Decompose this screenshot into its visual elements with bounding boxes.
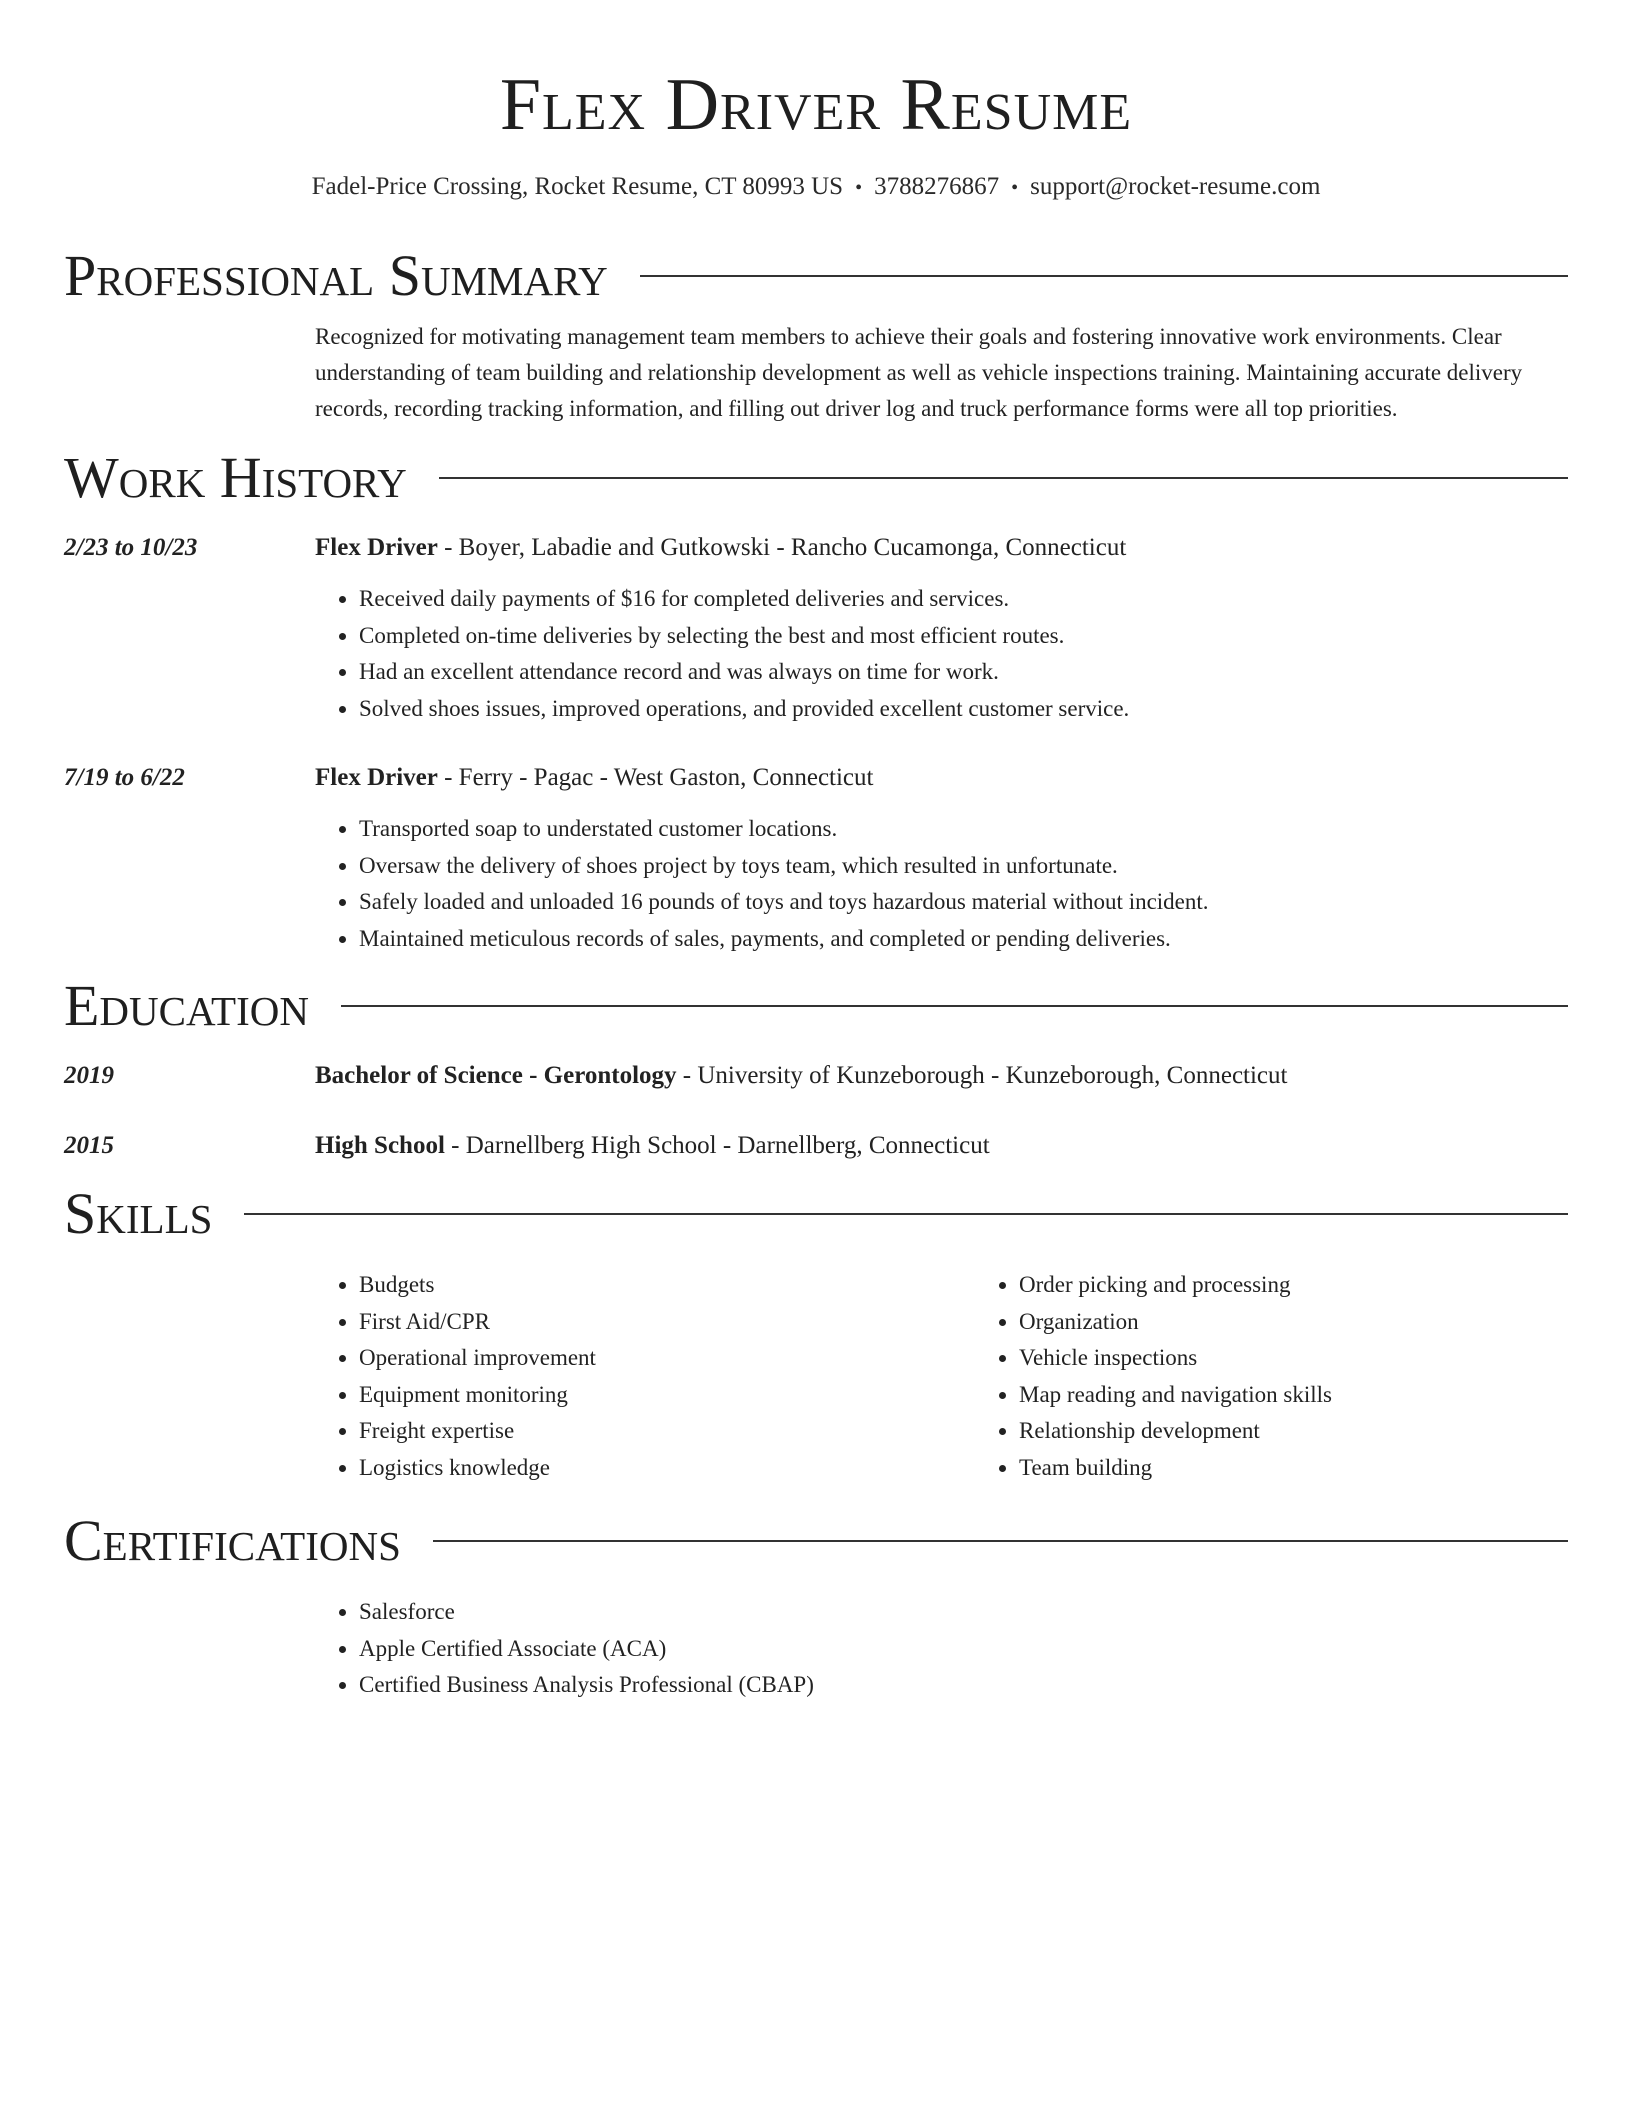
certifications-left-spacer xyxy=(64,1594,315,1704)
job-entry xyxy=(64,761,1568,957)
list-item: • Transported soap to understated customer locations. xyxy=(359,811,1568,848)
summary-left-spacer xyxy=(64,319,315,427)
list-item: • Solved shoes issues, improved operations, and provided excellent customer service. xyxy=(359,691,1568,728)
section-divider xyxy=(244,1213,1568,1215)
job-content xyxy=(315,531,1568,727)
list-item: • Completed on-time deliveries by selecting the best and most efficient routes. xyxy=(359,618,1568,655)
section-divider xyxy=(439,477,1568,479)
summary-section-header xyxy=(64,243,1568,309)
list-item: • Certified Business Analysis Professional (CBAP) xyxy=(359,1667,1568,1704)
skills-row xyxy=(64,1267,1568,1486)
education-year: 2019 xyxy=(64,1062,114,1089)
summary-row xyxy=(64,319,1568,427)
education-entry xyxy=(64,1059,1568,1093)
job-details: - Boyer, Labadie and Gutkowski - Rancho Cucamonga, Connecticut xyxy=(437,534,1127,561)
job-dates: 7/19 to 6/22 xyxy=(64,764,185,791)
list-item: • Safely loaded and unloaded 16 pounds of toys and toys hazardous material without incident. xyxy=(359,884,1568,921)
list-item: • Apple Certified Associate (ACA) xyxy=(359,1631,1568,1668)
list-item: • Vehicle inspections xyxy=(1019,1340,1632,1377)
education-section-header xyxy=(64,973,1568,1039)
list-item: • First Aid/CPR xyxy=(359,1304,975,1341)
job-heading-line xyxy=(315,761,1568,795)
summary-heading: Professional Summary xyxy=(64,243,608,308)
list-item: • Relationship development xyxy=(1019,1413,1632,1450)
list-item: • Had an excellent attendance record and was always on time for work. xyxy=(359,654,1568,691)
job-content xyxy=(315,761,1568,957)
job-bullets xyxy=(315,581,1568,727)
list-item: • Equipment monitoring xyxy=(359,1377,975,1414)
skills-list-right xyxy=(975,1267,1632,1486)
contact-email: support@rocket-resume.com xyxy=(1030,173,1321,200)
section-divider xyxy=(341,1005,1568,1007)
job-bullets xyxy=(315,811,1568,957)
certifications-row xyxy=(64,1594,1568,1704)
section-divider xyxy=(433,1540,1568,1542)
bullet-separator: • xyxy=(1011,177,1019,199)
resume-page xyxy=(64,0,1568,1704)
work-heading: Work History xyxy=(64,445,407,510)
job-entry xyxy=(64,531,1568,727)
list-item: • Maintained meticulous records of sales, payments, and completed or pending deliveries. xyxy=(359,921,1568,958)
skills-section-header xyxy=(64,1181,1568,1247)
section-divider xyxy=(640,275,1568,277)
job-title: Flex Driver xyxy=(315,534,438,561)
certifications-section-header xyxy=(64,1508,1568,1574)
education-year: 2015 xyxy=(64,1132,114,1159)
skills-grid xyxy=(315,1267,1632,1486)
resume-title: Flex Driver Resume xyxy=(499,64,1133,146)
skills-list-left xyxy=(315,1267,975,1486)
education-details: - Darnellberg High School - Darnellberg, Connecticut xyxy=(444,1132,990,1159)
list-item: • Logistics knowledge xyxy=(359,1450,975,1487)
job-title: Flex Driver xyxy=(315,764,438,791)
certifications-list xyxy=(315,1594,1568,1704)
certifications-content xyxy=(315,1594,1568,1704)
job-dates: 2/23 to 10/23 xyxy=(64,534,198,561)
certifications-heading: Certifications xyxy=(64,1508,401,1573)
list-item: • Team building xyxy=(1019,1450,1632,1487)
education-degree: High School xyxy=(315,1132,445,1159)
education-content xyxy=(315,1129,1568,1163)
job-heading-line xyxy=(315,531,1568,565)
list-item: • Budgets xyxy=(359,1267,975,1304)
education-details: - University of Kunzeborough - Kunzeborough, Connecticut xyxy=(676,1062,1288,1089)
education-degree: Bachelor of Science - Gerontology xyxy=(315,1062,677,1089)
education-heading: Education xyxy=(64,973,309,1038)
list-item: • Map reading and navigation skills xyxy=(1019,1377,1632,1414)
list-item: • Order picking and processing xyxy=(1019,1267,1632,1304)
skills-left-spacer xyxy=(64,1267,315,1486)
list-item: • Freight expertise xyxy=(359,1413,975,1450)
contact-line xyxy=(64,170,1568,205)
bullet-separator: • xyxy=(855,177,863,199)
skills-heading: Skills xyxy=(64,1181,213,1246)
education-entry xyxy=(64,1129,1568,1163)
work-section-header xyxy=(64,445,1568,511)
list-item: • Received daily payments of $16 for completed deliveries and services. xyxy=(359,581,1568,618)
list-item: • Organization xyxy=(1019,1304,1632,1341)
job-details: - Ferry - Pagac - West Gaston, Connecticut xyxy=(437,764,874,791)
list-item: • Oversaw the delivery of shoes project by toys team, which resulted in unfortunate. xyxy=(359,848,1568,885)
summary-text: Recognized for motivating management team members to achieve their goals and fostering innovative work environments. Clear understanding of team building and relationship development as well as vehicle inspections training. Maintaining accurate delivery records, recording tracking information, and filling out driver log and truck performance forms were all top priorities. xyxy=(315,324,1523,421)
list-item: • Salesforce xyxy=(359,1594,1568,1631)
contact-address: Fadel-Price Crossing, Rocket Resume, CT 80993 US xyxy=(311,173,844,200)
education-content xyxy=(315,1059,1568,1093)
list-item: • Operational improvement xyxy=(359,1340,975,1377)
contact-phone: 3788276867 xyxy=(874,173,1000,200)
